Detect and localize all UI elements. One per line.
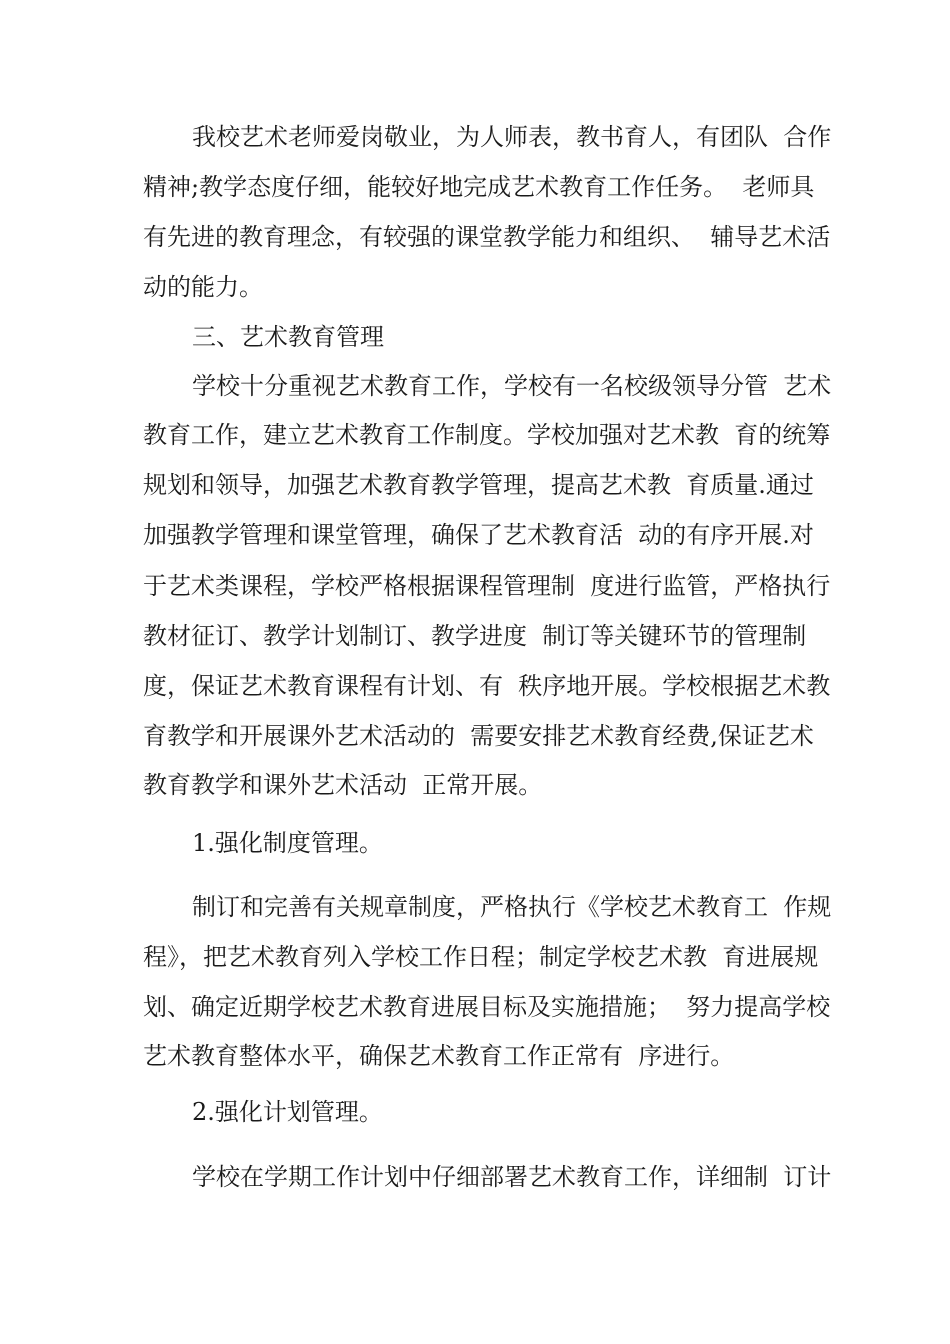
text-line: 教材征订、教学计划制订、教学进度 制订等关键环节的管理制 [143,622,807,650]
text-line: 划、确定近期学校艺术教育进展目标及实施措施； 努力提高学校 [143,993,831,1021]
text-line: 于艺术类课程，学校严格根据课程管理制 度进行监管，严格执行 [143,572,831,600]
text-line: 度，保证艺术教育课程有计划、有 秩序地开展。学校根据艺术教 [143,672,831,700]
text-line: 规划和领导，加强艺术教育教学管理，提高艺术教 育质量.通过 [143,471,814,499]
text-line: 教育工作，建立艺术教育工作制度。学校加强对艺术教 育的统筹 [143,421,831,449]
subsection-heading: 2.强化计划管理。 [192,1098,383,1126]
section-heading: 三、艺术教育管理 [192,323,384,351]
text-line: 动的能力。 [143,273,263,301]
text-line: 育教学和开展课外艺术活动的 需要安排艺术教育经费,保证艺术 [143,722,814,750]
text-line: 程》，把艺术教育列入学校工作日程；制定学校艺术教 育进展规 [143,943,819,971]
text-line: 我校艺术老师爱岗敬业，为人师表，教书育人，有团队 合作 [192,123,832,151]
text-line: 制订和完善有关规章制度，严格执行《学校艺术教育工 作规 [192,893,832,921]
text-line: 教育教学和课外艺术活动 正常开展。 [143,771,543,799]
text-line: 学校十分重视艺术教育工作，学校有一名校级领导分管 艺术 [192,372,832,400]
text-line: 加强教学管理和课堂管理，确保了艺术教育活 动的有序开展.对 [143,521,814,549]
text-line: 有先进的教育理念，有较强的课堂教学能力和组织、 辅导艺术活 [143,223,831,251]
text-line: 学校在学期工作计划中仔细部署艺术教育工作，详细制 订计 [192,1163,832,1191]
text-line: 艺术教育整体水平，确保艺术教育工作正常有 序进行。 [143,1042,735,1070]
text-line: 精神;教学态度仔细，能较好地完成艺术教育工作任务。 老师具 [143,173,815,201]
subsection-heading: 1.强化制度管理。 [192,829,383,857]
